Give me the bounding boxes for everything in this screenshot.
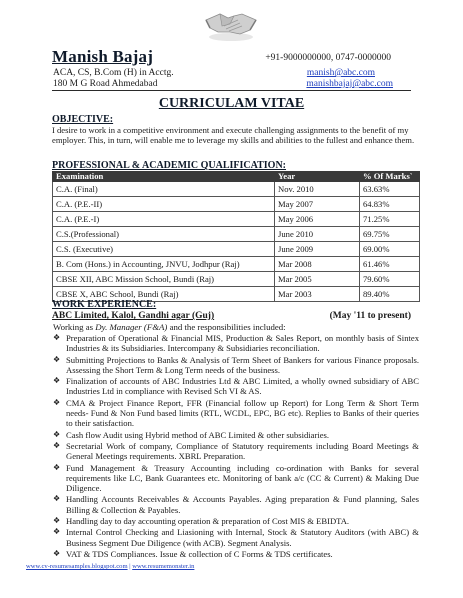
exam-cell: C.A. (Final) [53, 182, 275, 197]
duty-text: Cash flow Audit using Hybrid method of ABC Limited & other subsidiaries. [66, 429, 330, 440]
document-title: CURRICULAM VITAE [158, 96, 305, 111]
column-header-examination: Examination [53, 172, 275, 182]
table-row [53, 197, 420, 212]
footer-links [26, 563, 194, 570]
marks-cell: 61.46% [360, 257, 420, 272]
diamond-bullet-icon: ❖ [53, 516, 61, 526]
duty-text: Secretarial Work of company, Compliance of Statutory requirements including Board Meetings & General Meetings requirements. XBRL Preparation. [66, 440, 419, 462]
job-title: Dy. Manager (F&A) [95, 322, 168, 332]
handshake-icon [204, 4, 258, 44]
table-row [53, 212, 420, 227]
employer-name: ABC Limited, Kalol, Gandhi agar (Guj) [52, 311, 215, 321]
diamond-bullet-icon: ❖ [53, 429, 61, 439]
year-cell: May 2006 [275, 212, 360, 227]
table-row [53, 272, 420, 287]
marks-cell: 64.83% [360, 197, 420, 212]
candidate-qualifications: ACA, CS, B.Com (H) in Acctg. [53, 68, 174, 78]
year-cell: Mar 2008 [275, 257, 360, 272]
column-header-year: Year [275, 172, 360, 182]
year-cell: June 2009 [275, 242, 360, 257]
marks-cell: 89.40% [360, 287, 420, 302]
duty-text: Submitting Projections to Banks & Analysis of Term Sheet of Bankers for various Finance proposals. Assessing the Short Term & Long Term needs of the business. [66, 354, 419, 375]
list-item [53, 463, 419, 494]
list-item [53, 441, 419, 462]
list-item [53, 355, 419, 376]
exam-cell: C.A. (P.E.-I) [53, 212, 275, 227]
footer-separator: | [127, 563, 133, 570]
diamond-bullet-icon: ❖ [53, 333, 61, 342]
list-item [53, 494, 419, 515]
work-experience-heading: WORK EXPERIENCE: [52, 299, 157, 310]
marks-cell: 69.75% [360, 227, 420, 242]
candidate-name: Manish Bajaj [52, 47, 154, 66]
exam-cell: CBSE X, ABC School, Bundi (Raj) [53, 287, 275, 302]
role-prefix: Working as [53, 322, 96, 332]
table-row [53, 242, 420, 257]
diamond-bullet-icon: ❖ [53, 440, 61, 450]
objective-text: I desire to work in a competitive environment and execute challenging assignments to the benefit of my employer. This, in turn, will enable me to leverage my skills and abilities to the fullest and enhance them. [52, 125, 415, 145]
marks-cell: 63.63% [360, 182, 420, 197]
duty-text: Handling day to day accounting operation & preparation of Cost MIS & EBIDTA. [66, 516, 350, 527]
primary-email-link[interactable]: manish@abc.com [306, 68, 375, 78]
exam-cell: C.S. (Executive) [53, 242, 275, 257]
objective-heading: OBJECTIVE: [52, 114, 114, 125]
year-cell: Nov. 2010 [275, 182, 360, 197]
year-cell: Mar 2005 [275, 272, 360, 287]
duty-text: Finalization of accounts of ABC Industries Ltd & ABC Limited, a wholly owned subsidiary of ABC Industries Ltd in compliance with Revised Sch VI & AS. [66, 376, 419, 397]
footer-link-monster[interactable]: www.resumemonster.in [132, 563, 195, 570]
duty-text: Handling Accounts Receivables & Accounts Payables. Aging preparation & Fund planning, Sales Billing & Collection & Payables. [66, 494, 419, 515]
footer-link-samples[interactable]: www.cv-resumesamples.blogspot.com [26, 563, 128, 570]
diamond-bullet-icon: ❖ [53, 527, 61, 537]
list-item [53, 333, 419, 354]
list-item [53, 376, 419, 397]
exam-cell: C.S.(Professional) [53, 227, 275, 242]
duty-text: VAT & TDS Compliances. Issue & collection of C Forms & TDS certificates. [66, 548, 333, 559]
marks-cell: 69.00% [360, 242, 420, 257]
list-item [53, 398, 419, 429]
year-cell: June 2010 [275, 227, 360, 242]
duty-text: Fund Management & Treasury Accounting including co-ordination with Banks for several requirements like LC, Bank Guarantees etc. Monitoring of bank a/c (CC & Current) & Making Due Diligence. [66, 462, 419, 494]
candidate-address: 180 M G Road Ahmedabad [53, 79, 158, 89]
duty-text: Internal Control Checking and Liasioning with Internal, Stock & Statutory Auditors (with ABC) & Business Segment Due Diligence (with ACB). Segment Analysis. [66, 527, 419, 548]
exam-cell: CBSE XII, ABC Mission School, Bundi (Raj) [53, 272, 275, 287]
employment-period: (May '11 to present) [329, 311, 411, 321]
table-header-row [53, 172, 420, 182]
diamond-bullet-icon: ❖ [53, 462, 61, 472]
marks-cell: 71.25% [360, 212, 420, 227]
diamond-bullet-icon: ❖ [53, 494, 61, 504]
role-suffix: and the responsibilities included: [167, 322, 286, 332]
exam-cell: C.A. (P.E.-II) [53, 197, 275, 212]
diamond-bullet-icon: ❖ [53, 376, 61, 386]
responsibilities-list [53, 333, 419, 560]
qualifications-table [52, 171, 420, 302]
duty-text: Preparation of Operational & Financial MIS, Production & Sales Report, on monthly basis of Sintex Industries & its Subsidiaries. Intercompany & Subsidiaries reconciliation. [66, 333, 419, 354]
duty-text: CMA & Project Finance Report, FFR (Financial follow up Report) for Long Term & Short Term needs- Fund & Non Fund based limits (RTL, WCDL, EPC, BG etc). Replies to Banks of their queries to their satisfaction. [66, 397, 419, 429]
list-item [53, 516, 419, 526]
exam-cell: B. Com (Hons.) in Accounting, JNVU, Jodhpur (Raj) [53, 257, 275, 272]
diamond-bullet-icon: ❖ [53, 548, 61, 558]
secondary-email-link[interactable]: manishbajaj@abc.com [306, 79, 393, 89]
diamond-bullet-icon: ❖ [53, 397, 61, 407]
year-cell: May 2007 [275, 197, 360, 212]
job-role-line [53, 322, 286, 332]
year-cell: Mar 2003 [275, 287, 360, 302]
marks-cell: 79.60% [360, 272, 420, 287]
column-header-marks: % Of Marks` [360, 172, 420, 182]
list-item [53, 527, 419, 548]
table-row [53, 227, 420, 242]
list-item [53, 549, 419, 559]
table-row [53, 257, 420, 272]
qualifications-heading: PROFESSIONAL & ACADEMIC QUALIFICATION: [52, 160, 287, 171]
header-divider [52, 90, 411, 91]
diamond-bullet-icon: ❖ [53, 354, 61, 364]
list-item [53, 430, 419, 440]
phone-numbers: +91-9000000000, 0747-0000000 [265, 53, 391, 63]
table-row [53, 182, 420, 197]
